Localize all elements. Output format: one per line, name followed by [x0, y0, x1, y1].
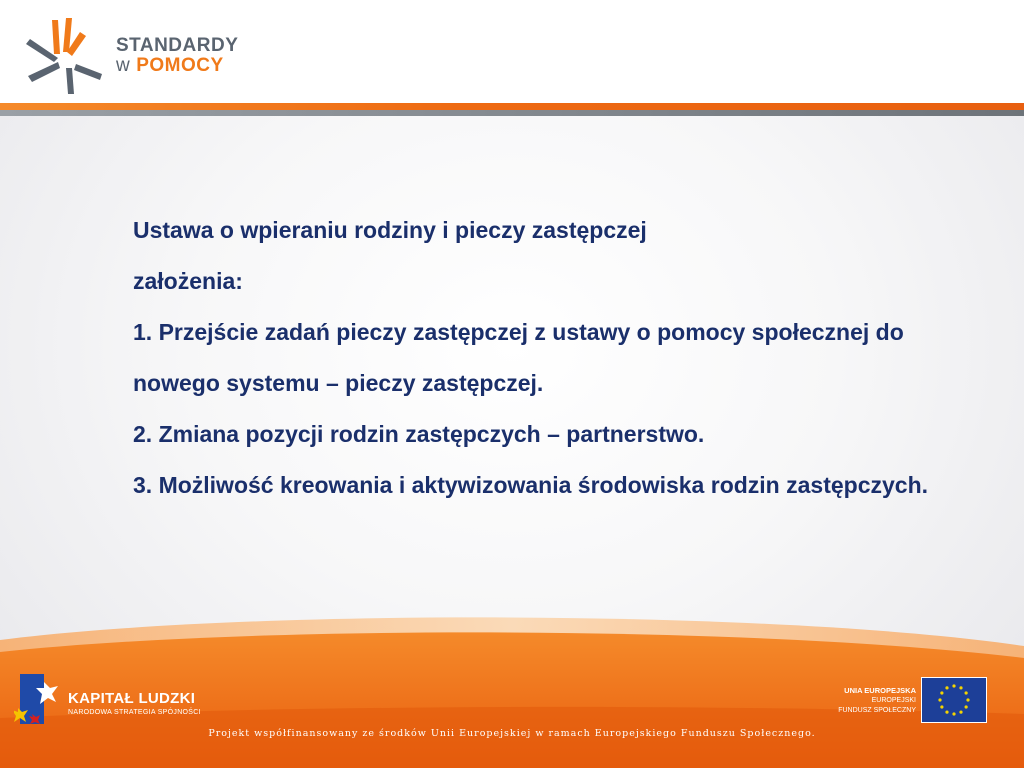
eu-label — [838, 686, 916, 716]
slide-subheading: założenia: — [133, 268, 243, 294]
eu-star — [965, 705, 968, 708]
eu-line-1: UNIA EUROPEJSKA — [844, 686, 916, 695]
standardy-w-pomocy-logo — [22, 14, 252, 96]
kapital-ludzki-logo-icon — [14, 670, 64, 728]
cofinancing-note: Projekt współfinansowany ze środków Unii Europejskiej w ramach Europejskiego Funduszu Społecznego. — [208, 728, 816, 739]
header-gray-bar — [0, 110, 1024, 116]
eu-star — [940, 705, 943, 708]
eu-star — [965, 691, 968, 694]
eu-star — [940, 691, 943, 694]
kapital-ludzki-title: KAPITAŁ LUDZKI — [68, 690, 196, 707]
logo-pomocy: POMOCY — [136, 55, 224, 76]
eu-star — [959, 711, 962, 714]
header-orange-bar — [0, 103, 1024, 110]
eu-star — [945, 711, 948, 714]
eu-star — [952, 712, 955, 715]
eu-line-2: EUROPEJSKI — [871, 697, 916, 704]
slide-heading: Ustawa o wpieraniu rodziny i pieczy zastępczej — [133, 217, 647, 243]
header — [0, 0, 1024, 112]
eu-flag-icon — [921, 677, 987, 723]
point-2: 2. Zmiana pozycji rodzin zastępczych – partnerstwo. — [133, 421, 705, 447]
logo-w: w — [116, 55, 131, 76]
footer-wave-background — [0, 600, 1024, 768]
logo-line-standardy: STANDARDY — [116, 35, 239, 56]
kapital-ludzki-subtitle: NARODOWA STRATEGIA SPÓJNOŚCI — [68, 709, 201, 716]
eu-star — [959, 686, 962, 689]
eu-star — [945, 686, 948, 689]
point-3: 3. Możliwość kreowania i aktywizowania środowiska rodzin zastępczych. — [133, 472, 929, 498]
slide-content — [133, 205, 963, 511]
eu-line-3: FUNDUSZ SPOŁECZNY — [838, 707, 916, 714]
eu-star — [938, 698, 941, 701]
footer-band — [0, 600, 1024, 768]
eu-star — [966, 698, 969, 701]
point-1: 1. Przejście zadań pieczy zastępczej z ustawy o pomocy społecznej do nowego systemu – pieczy zastępczej. — [133, 319, 904, 396]
eu-star — [952, 684, 955, 687]
star-logo-icon — [22, 14, 112, 96]
logo-wordmark — [116, 36, 238, 76]
